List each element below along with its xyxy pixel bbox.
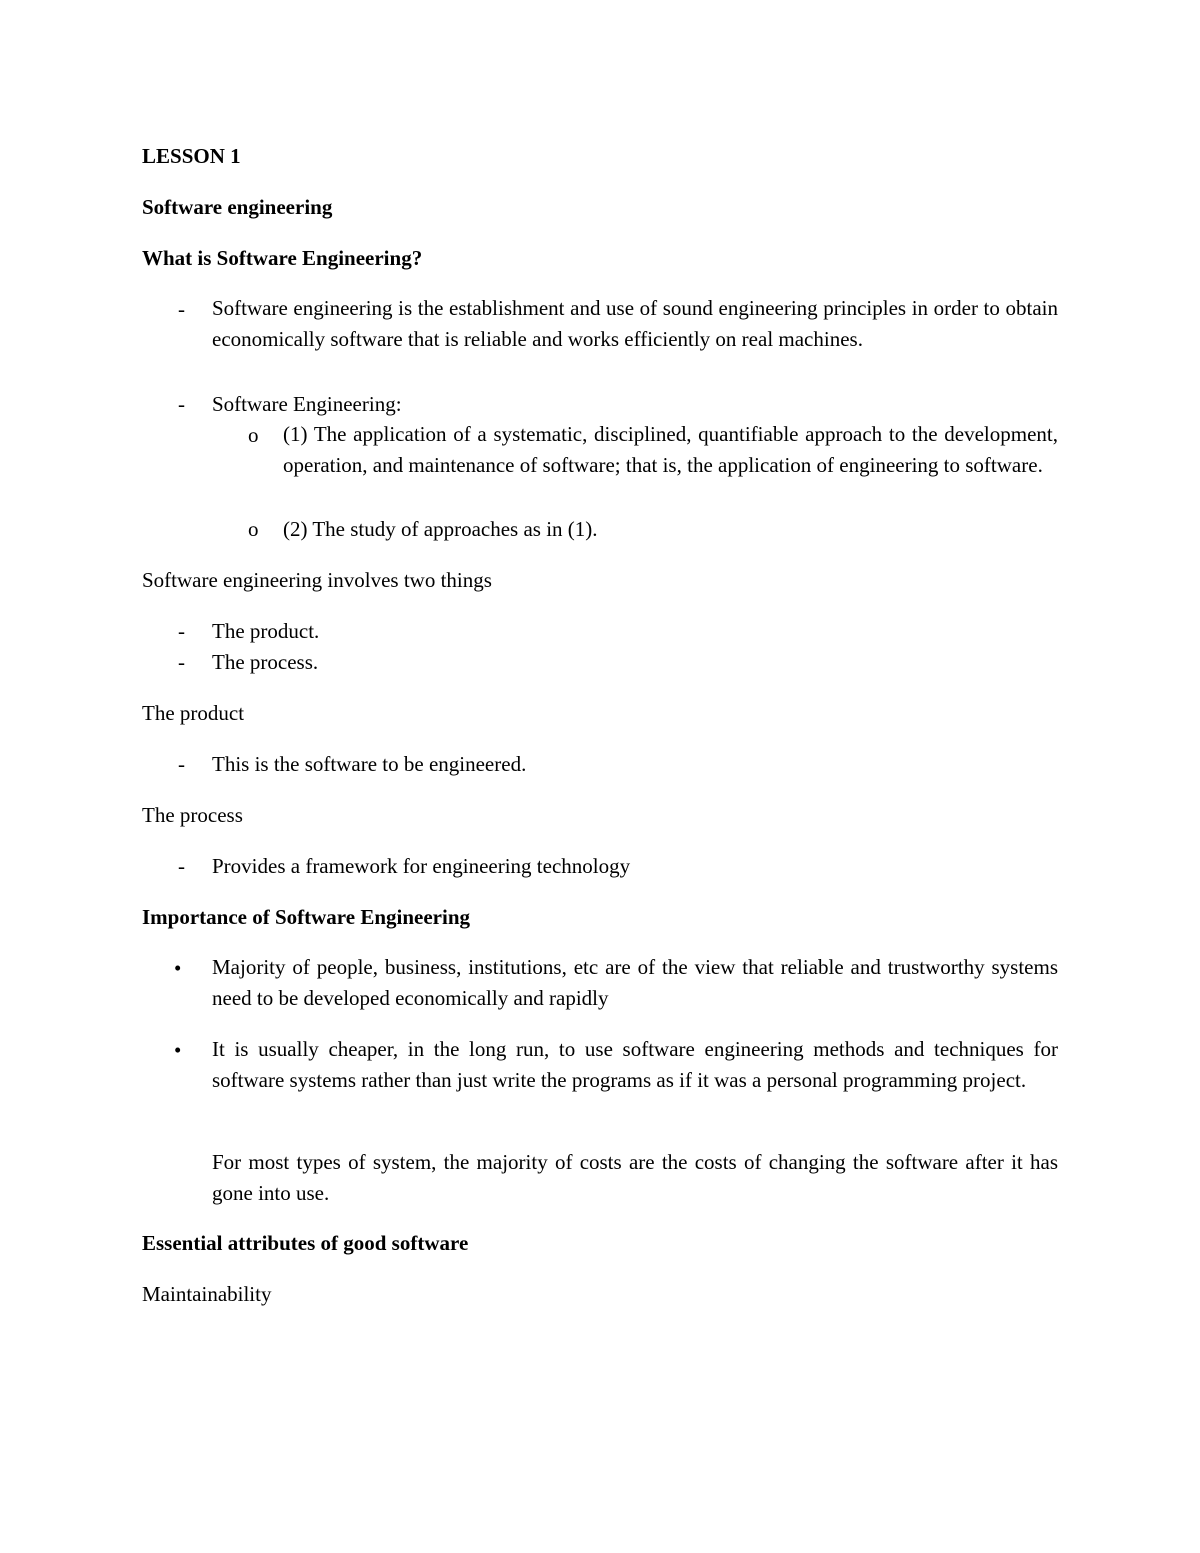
involves-intro: Software engineering involves two things — [142, 568, 492, 592]
attribute-maintainability: Maintainability — [142, 1282, 272, 1306]
circle-bullet: o — [248, 517, 259, 541]
what-is-sub-1: (1) The application of a systematic, disciplined, quantifiable approach to the development, operation, and maintenance of software; that is, the application of engineering to software. — [283, 422, 1058, 478]
what-is-item-1: Software engineering is the establishment and use of sound engineering principles in order to obtain economically software that is reliable and works efficiently on real machines. — [212, 296, 1058, 352]
involves-item-2: The process. — [212, 650, 319, 674]
dash-bullet: - — [178, 619, 185, 643]
product-item: This is the software to be engineered. — [212, 752, 527, 776]
product-heading: The product — [142, 701, 245, 725]
process-item: Provides a framework for engineering technology — [212, 854, 631, 878]
dash-bullet: - — [178, 752, 185, 776]
circle-bullet: o — [248, 423, 259, 447]
attributes-heading: Essential attributes of good software — [142, 1231, 469, 1255]
importance-heading: Importance of Software Engineering — [142, 905, 470, 929]
dash-bullet: - — [178, 650, 185, 674]
round-bullet: • — [174, 956, 182, 980]
what-is-heading: What is Software Engineering? — [142, 246, 423, 270]
importance-item-2: It is usually cheaper, in the long run, to use software engineering methods and techniques for software systems rather than just write the programs as if it was a personal programming project. — [212, 1037, 1058, 1093]
importance-item-1: Majority of people, business, institutions, etc are of the view that reliable and trustworthy systems need to be developed economically and rapidly — [212, 955, 1058, 1011]
importance-item-2-note: For most types of system, the majority of costs are the costs of changing the software after it has gone into use. — [212, 1150, 1058, 1206]
what-is-sub-2: (2) The study of approaches as in (1). — [283, 517, 598, 541]
process-heading: The process — [142, 803, 243, 827]
what-is-item-2: Software Engineering: — [212, 392, 402, 416]
subject-heading: Software engineering — [142, 195, 333, 219]
dash-bullet: - — [178, 392, 185, 416]
dash-bullet: - — [178, 297, 185, 321]
involves-item-1: The product. — [212, 619, 320, 643]
dash-bullet: - — [178, 854, 185, 878]
lesson-title: LESSON 1 — [142, 144, 241, 168]
round-bullet: • — [174, 1038, 182, 1062]
